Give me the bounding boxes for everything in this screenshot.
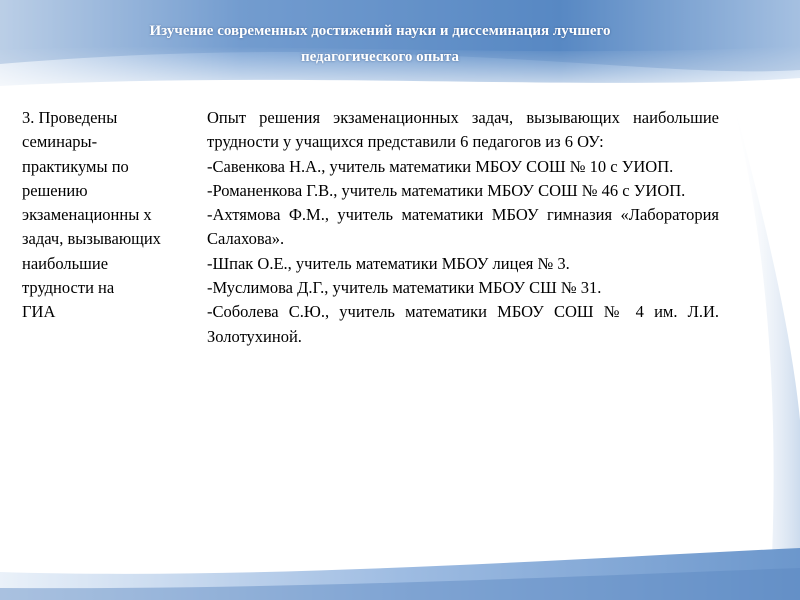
activity-label-line: семинары- (22, 132, 98, 152)
activity-label-line: наибольшие (22, 253, 109, 273)
slide-title (40, 18, 720, 70)
activity-description (207, 106, 719, 349)
activity-label-line: трудности на (22, 278, 115, 298)
activity-label-line: экзаменационны х (22, 205, 152, 225)
intro-paragraph: Опыт решения экзаменационных задач, вызывающих наибольшие трудности у учащихся представили 6 педагогов из 6 ОУ: (207, 108, 719, 152)
activity-label (22, 106, 194, 325)
activity-label-line: задач, вызывающих (22, 229, 161, 249)
activity-label-line: 3. Проведены (22, 108, 118, 127)
teacher-item: -Савенкова Н.А., учитель математики МБОУ СОШ № 10 с УИОП. (207, 156, 674, 176)
activity-label-line: ГИА (22, 302, 56, 322)
teacher-item: -Романенкова Г.В., учитель математики МБОУ СОШ № 46 с УИОП. (207, 180, 686, 200)
teacher-item: -Шпак О.Е., учитель математики МБОУ лицея № 3. (207, 253, 570, 273)
teacher-item: -Соболева С.Ю., учитель математики МБОУ СОШ № 4 им. Л.И. Золотухиной. (207, 302, 719, 346)
slide-title-line-2: педагогического опыта (300, 49, 460, 65)
activity-label-line: практикумы по (22, 156, 129, 176)
teacher-item: -Муслимова Д.Г., учитель математики МБОУ СШ № 31. (207, 278, 602, 298)
slide-title-line-1: Изучение современных достижений науки и диссеминация лучшего (149, 23, 611, 39)
activity-label-line: решению (22, 180, 88, 200)
teacher-item: -Ахтямова Ф.М., учитель математики МБОУ гимназия «Лаборатория Салахова». (207, 205, 719, 249)
